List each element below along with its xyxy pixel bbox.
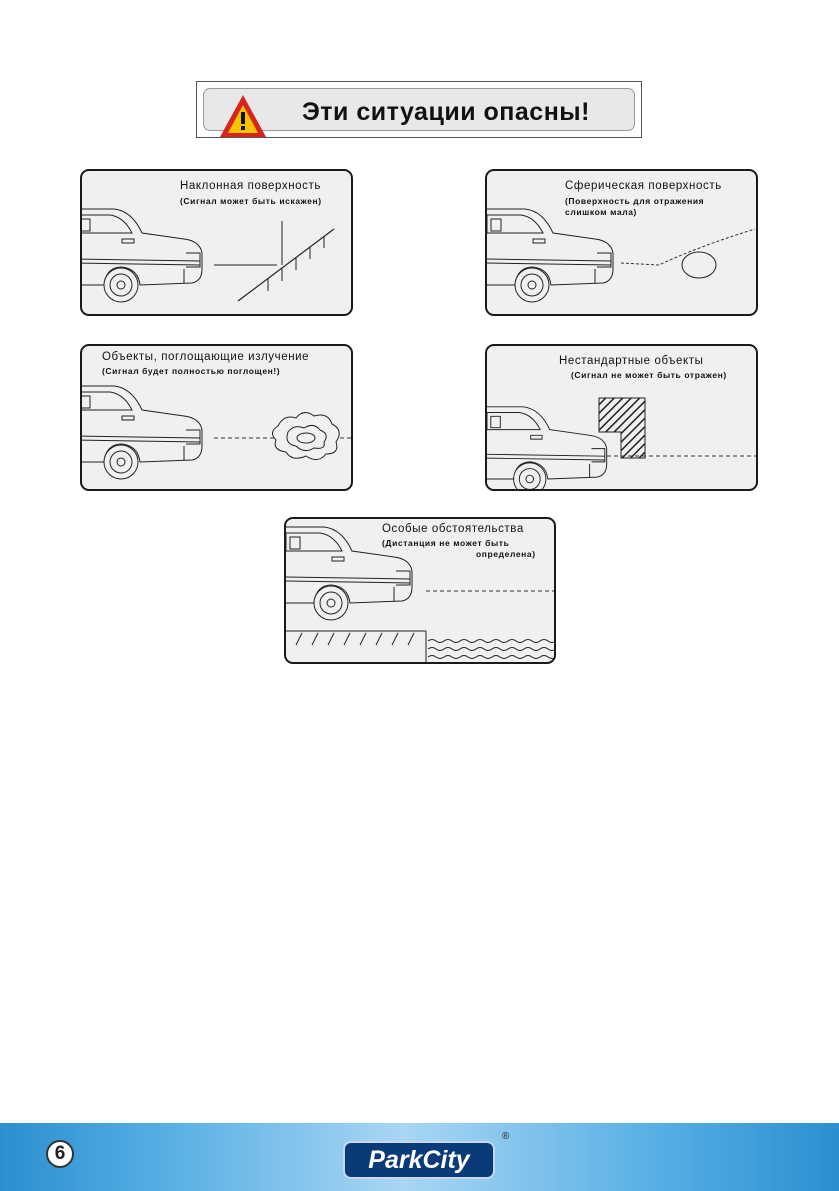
banner-title: Эти ситуации опасны! — [302, 98, 590, 126]
logo-text: ParkCity — [368, 1146, 470, 1174]
nonstandard-objects-illustration — [487, 346, 758, 491]
panel-subtitle-line: (Дистанция не может быть — [382, 538, 510, 548]
panel-nonstandard-objects — [485, 344, 758, 491]
panel-title: Особые обстоятельства — [382, 523, 524, 535]
panel-absorbing-objects — [80, 344, 353, 491]
panel-special-circumstances — [284, 517, 556, 664]
footer-bar — [0, 1123, 839, 1191]
warning-banner — [196, 81, 642, 138]
panel-title: Нестандартные объекты — [559, 355, 704, 367]
panel-title: Сферическая поверхность — [565, 180, 722, 192]
panel-subtitle-line: слишком мала) — [565, 207, 637, 217]
panel-subtitle: (Сигнал будет полностью поглощен!) — [102, 366, 281, 376]
panel-subtitle-line: определена) — [476, 549, 536, 559]
panel-subtitle-line: (Поверхность для отражения — [565, 196, 705, 206]
page-number: 6 — [46, 1140, 74, 1168]
registered-mark: ® — [502, 1131, 510, 1142]
panel-title: Объекты, поглощающие излучение — [102, 351, 310, 363]
inclined-surface-illustration — [82, 171, 353, 316]
panel-title: Наклонная поверхность — [180, 180, 321, 192]
panel-inclined-surface — [80, 169, 353, 316]
panel-spherical-surface — [485, 169, 758, 316]
warning-banner-inner — [203, 88, 635, 131]
panel-subtitle: (Сигнал не может быть отражен) — [571, 370, 727, 380]
warning-triangle-icon — [218, 93, 268, 139]
spherical-surface-illustration — [487, 171, 758, 316]
panel-subtitle: (Сигнал может быть искажен) — [180, 196, 322, 206]
parkcity-logo — [343, 1141, 495, 1179]
